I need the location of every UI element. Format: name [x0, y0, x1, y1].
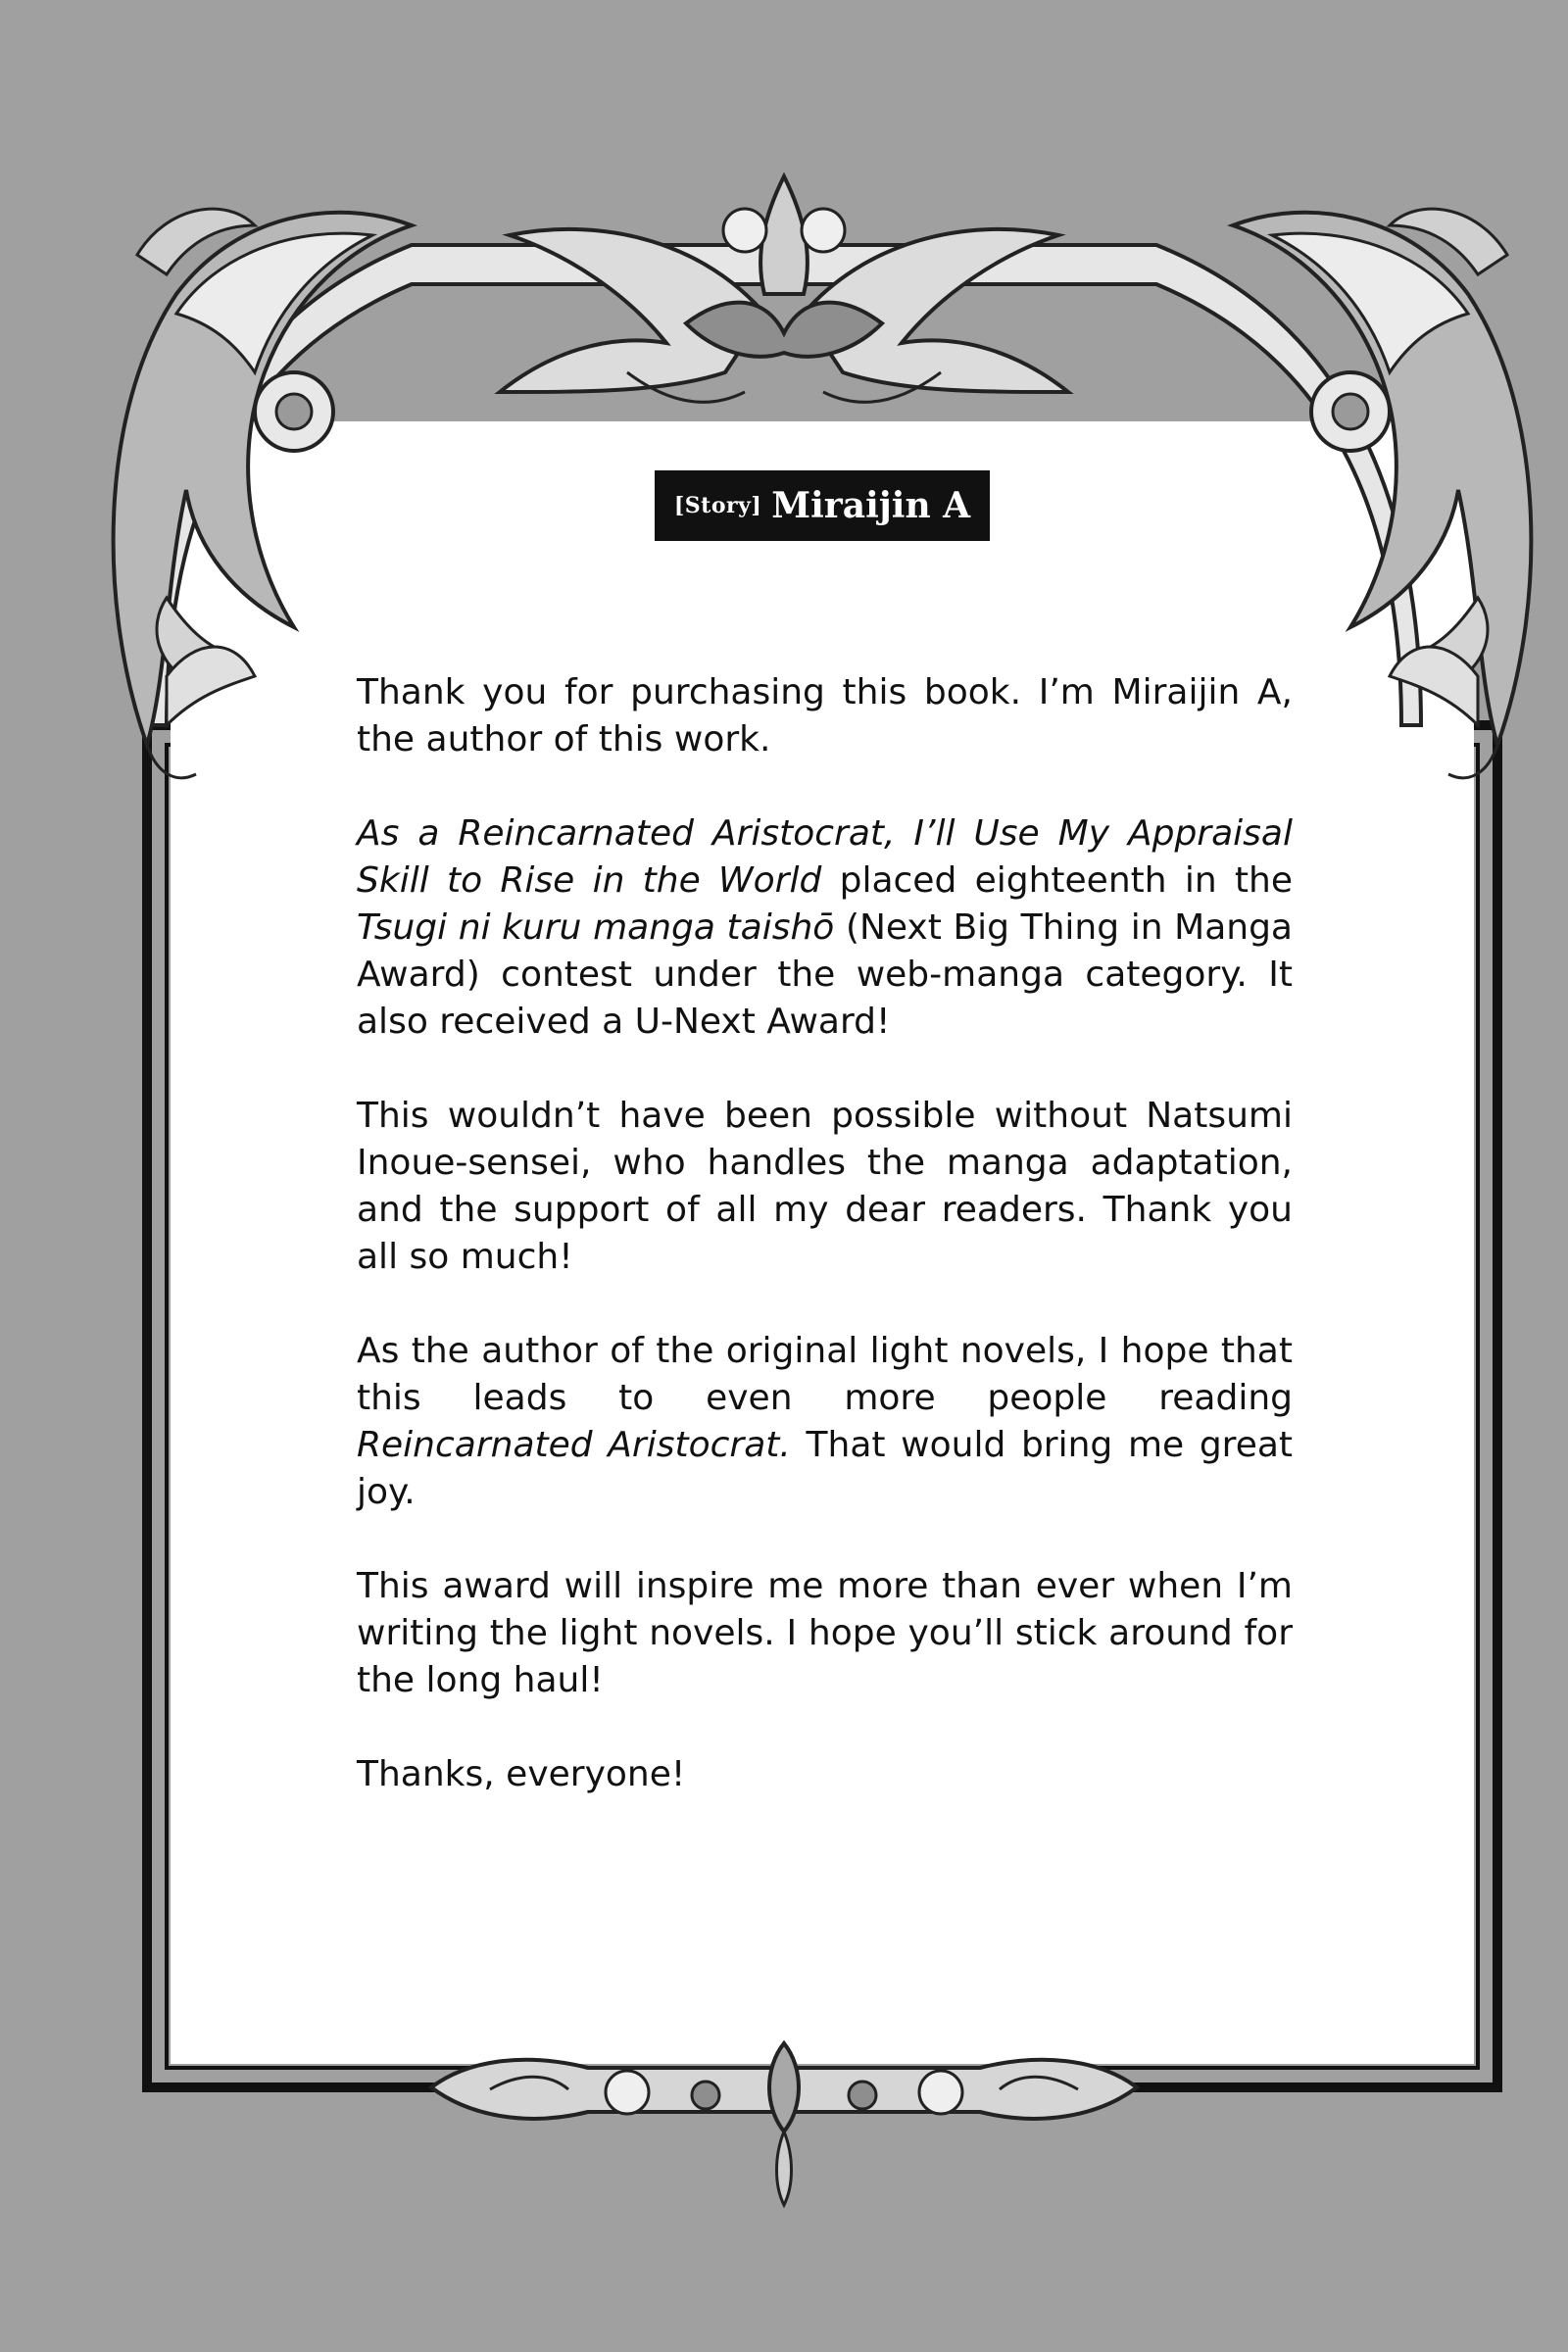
- credit-tag: [Story]: [673, 493, 762, 518]
- short-title: Reincarnated Aristocrat.: [357, 1425, 791, 1465]
- paragraph-5: This award will inspire me more than ever when I’m writing the light novels. I hope you’ll stick around for the long haul!: [357, 1566, 1293, 1700]
- paragraph-3: This wouldn’t have been possible without Natsumi Inoue-sensei, who handles the manga adaptation, and the support of all my dear readers. Thank you all so much!: [357, 1096, 1293, 1277]
- paragraph-4: As the author of the original light novels, I hope that this leads to even more people reading Reincarnated Aristocrat. That would bring me great joy.: [357, 1331, 1294, 1512]
- novel-title: As a Reincarnated Aristocrat, I’ll Use My Appraisal Skill to Rise in the World: [357, 813, 1293, 901]
- story-credit-label: [655, 470, 990, 541]
- paragraph-1: Thank you for purchasing this book. I’m Miraijin A, the author of this work.: [357, 672, 1293, 760]
- author-name: Miraijin A: [771, 485, 971, 526]
- top-center-wings: [500, 176, 1068, 402]
- award-name: Tsugi ni kuru manga taishō: [357, 907, 835, 948]
- author-afterword: [357, 669, 1293, 1845]
- bottom-center-ornament: [431, 2043, 1137, 2205]
- paragraph-2: As a Reincarnated Aristocrat, I’ll Use My Appraisal Skill to Rise in the World placed eighteenth in the Tsugi ni kuru manga taishō (Next Big Thing in Manga Award) contest under the web-manga category. It also received a U-Next Award!: [357, 813, 1294, 1042]
- paragraph-6: Thanks, everyone!: [357, 1754, 686, 1794]
